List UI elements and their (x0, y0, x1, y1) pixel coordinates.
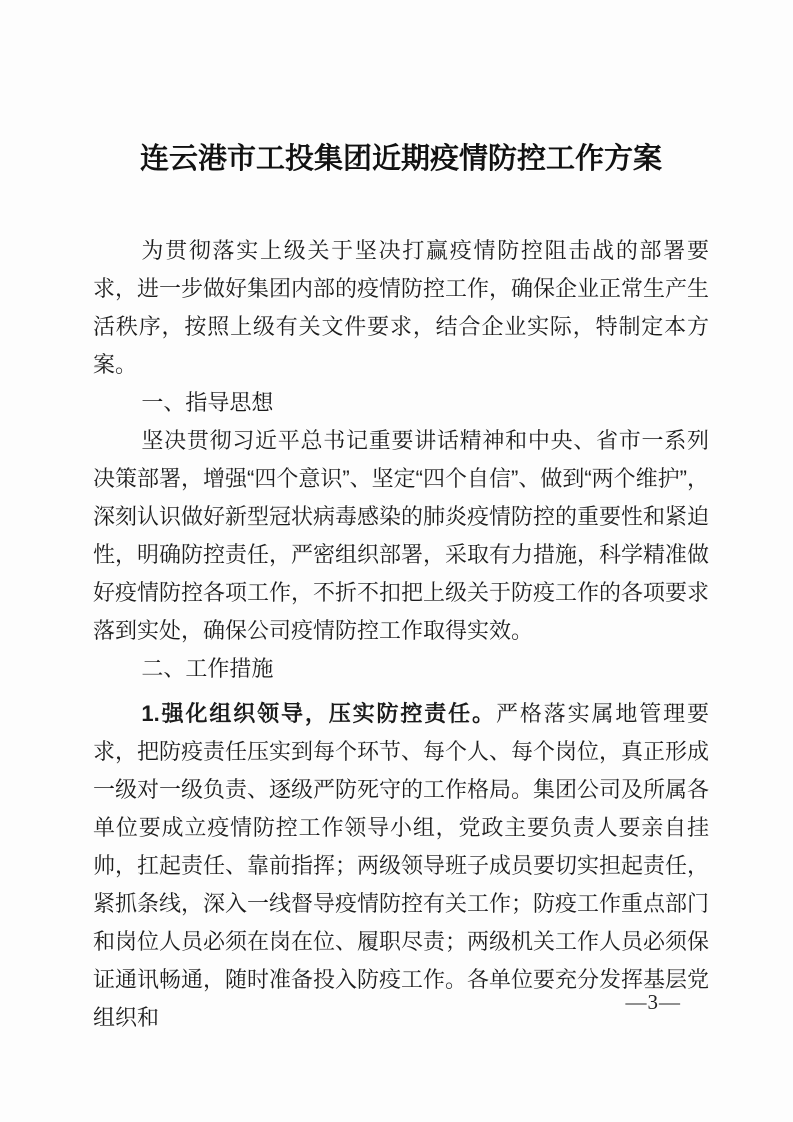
document-title: 连云港市工投集团近期疫情防控工作方案 (139, 143, 662, 175)
document-body (93, 232, 709, 1037)
section1-paragraph: 坚决贯彻习近平总书记重要讲话精神和中央、省市一系列决策部署，增强“四个意识”、坚定“四个自信”、做到“两个维护”，深刻认识做好新型冠状病毒感染的肺炎疫情防控的重要性和紧迫性，明确防控责任，严密组织部署，采取有力措施，科学精准做好疫情防控各项工作，不折不扣把上级关于防疫工作的各项要求落到实处，确保公司疫情防控工作取得实效。 (93, 428, 710, 643)
section1-heading: 一、指导思想 (141, 390, 274, 415)
measure1-paragraph (93, 695, 709, 1037)
measure1-lead-bold: 1.强化组织领导，压实防控责任。 (141, 701, 496, 726)
intro-paragraph: 为贯彻落实上级关于坚决打赢疫情防控阻击战的部署要求，进一步做好集团内部的疫情防控工作，确保企业正常生产生活秩序，按照上级有关文件要求，结合企业实际，特制定本方案。 (93, 238, 710, 377)
section2-heading: 二、工作措施 (141, 656, 274, 681)
page-number: —3— (625, 990, 681, 1014)
measure1-text: 严格落实属地管理要求，把防疫责任压实到每个环节、每个人、每个岗位，真正形成一级对一级负责、逐级严防死守的工作格局。集团公司及所属各单位要成立疫情防控工作领导小组，党政主要负责人要亲自挂帅，扛起责任、靠前指挥；两级领导班子成员要切实担起责任，紧抓条线，深入一线督导疫情防控有关工作；防疫工作重点部门和岗位人员必须在岗在位、履职尽责；两级机关工作人员必须保证通讯畅通，随时准备投入防疫工作。各单位要充分发挥基层党组织和 (93, 701, 710, 1030)
